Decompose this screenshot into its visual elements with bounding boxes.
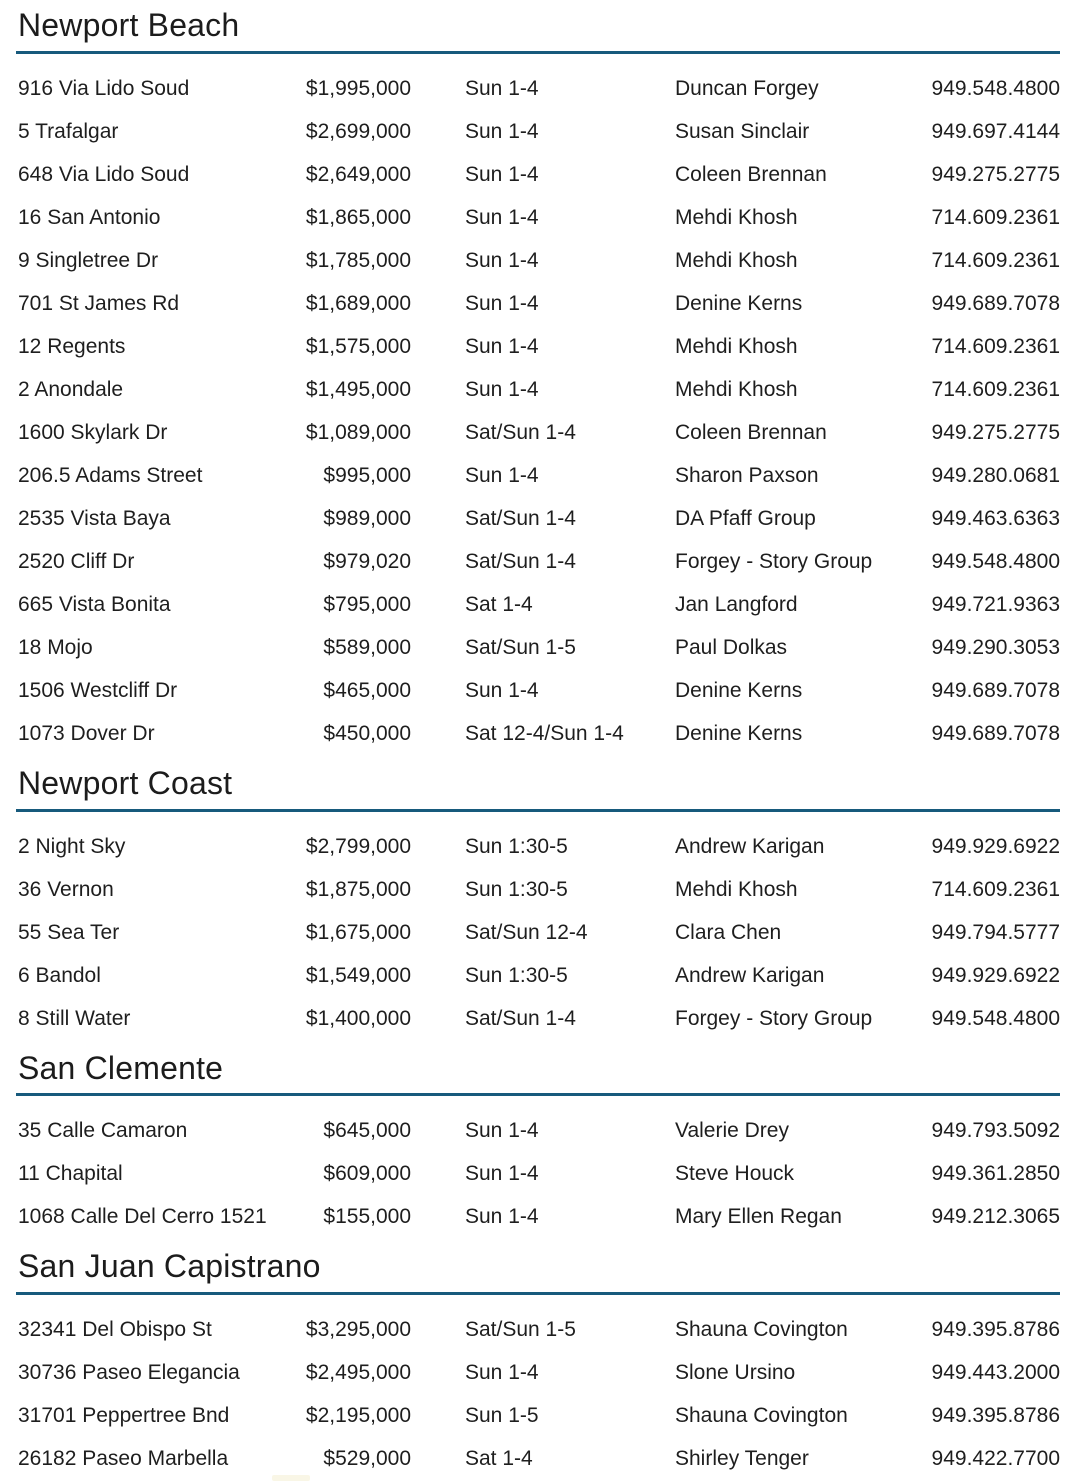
listing-phone: 949.212.3065: [931, 1205, 1060, 1229]
listing-phone: 949.689.7078: [931, 291, 1060, 315]
listing-price: $155,000: [323, 1205, 411, 1229]
listing-phone: 714.609.2361: [931, 248, 1060, 272]
listing-agent: Mary Ellen Regan: [675, 1205, 842, 1229]
listing-agent: Mehdi Khosh: [675, 334, 798, 358]
listing-agent: Mehdi Khosh: [675, 877, 798, 901]
listing-price: $1,575,000: [305, 334, 411, 358]
listing-address: 11 Chapital: [18, 1162, 123, 1186]
listing-phone: 949.463.6363: [931, 506, 1060, 530]
listing-time: Sun 1-4: [465, 119, 539, 143]
listing-time: Sat/Sun 12-4: [465, 920, 588, 944]
listing-address: 35 Calle Camaron: [18, 1119, 188, 1143]
listing-agent: DA Pfaff Group: [675, 506, 816, 530]
listing-address: 6 Bandol: [18, 963, 101, 987]
listing-phone: 949.794.5777: [931, 920, 1060, 944]
listing-agent: Denine Kerns: [675, 291, 803, 315]
listing-phone: 949.275.2775: [931, 162, 1060, 186]
listing-address: 916 Via Lido Soud: [18, 76, 190, 100]
listing-price: $2,699,000: [305, 119, 411, 143]
listing-row: [16, 1152, 1060, 1195]
listing-agent: Susan Sinclair: [675, 119, 810, 143]
listing-agent: Mehdi Khosh: [675, 377, 798, 401]
listing-row: [16, 110, 1060, 153]
listing-address: 206.5 Adams Street: [18, 463, 203, 487]
listing-price: $995,000: [323, 463, 411, 487]
listing-row: [16, 669, 1060, 712]
listing-row: [16, 239, 1060, 282]
listing-time: Sun 1:30-5: [465, 963, 568, 987]
listing-agent: Jan Langford: [675, 592, 798, 616]
listing-phone: 949.275.2775: [931, 420, 1060, 444]
listing-price: $465,000: [323, 678, 411, 702]
listing-address: 5 Trafalgar: [18, 119, 119, 143]
listing-time: Sun 1-5: [465, 1404, 539, 1428]
listing-time: Sun 1-4: [465, 334, 539, 358]
listing-address: 18 Mojo: [18, 635, 93, 659]
listing-agent: Clara Chen: [675, 920, 782, 944]
listing-address: 8 Still Water: [18, 1006, 131, 1030]
listing-address: 12 Regents: [18, 334, 126, 358]
listing-address: 2535 Vista Baya: [18, 506, 171, 530]
listing-agent: Paul Dolkas: [675, 635, 788, 659]
listing-time: Sat 1-4: [465, 592, 533, 616]
listing-price: $1,675,000: [305, 920, 411, 944]
listing-phone: 949.793.5092: [931, 1119, 1060, 1143]
listing-phone: 714.609.2361: [931, 377, 1060, 401]
city-heading: San Juan Capistrano: [16, 1247, 1060, 1295]
listing-price: $1,549,000: [305, 963, 411, 987]
listing-row: [16, 540, 1060, 583]
listing-agent: Steve Houck: [675, 1162, 795, 1186]
listing-row: [16, 282, 1060, 325]
listing-phone: 949.548.4800: [931, 76, 1060, 100]
listing-phone: 714.609.2361: [931, 205, 1060, 229]
listing-address: 648 Via Lido Soud: [18, 162, 190, 186]
listing-address: 665 Vista Bonita: [18, 592, 171, 616]
listing-agent: Denine Kerns: [675, 678, 803, 702]
listing-time: Sun 1-4: [465, 291, 539, 315]
listing-time: Sun 1:30-5: [465, 834, 568, 858]
listing-price: $1,400,000: [305, 1006, 411, 1030]
listing-time: Sun 1-4: [465, 377, 539, 401]
listing-time: Sun 1-4: [465, 248, 539, 272]
listing-row: [16, 67, 1060, 110]
listing-address: 1068 Calle Del Cerro 1521: [18, 1205, 267, 1229]
listing-phone: 714.609.2361: [931, 334, 1060, 358]
listing-phone: 949.697.4144: [931, 119, 1060, 143]
listing-time: Sat/Sun 1-4: [465, 549, 576, 573]
listing-address: 2 Anondale: [18, 377, 124, 401]
listing-time: Sun 1:30-5: [465, 877, 568, 901]
city-heading: Newport Coast: [16, 764, 1060, 812]
listing-time: Sat/Sun 1-4: [465, 420, 576, 444]
listing-address: 55 Sea Ter: [18, 920, 120, 944]
listing-price: $3,295,000: [305, 1318, 411, 1342]
city-section: [16, 1049, 1060, 1239]
listing-phone: 949.395.8786: [931, 1404, 1060, 1428]
listing-price: $589,000: [323, 635, 411, 659]
listing-phone: 949.361.2850: [931, 1162, 1060, 1186]
listing-phone: 949.929.6922: [931, 963, 1060, 987]
listing-agent: Denine Kerns: [675, 721, 803, 745]
listing-address: 36 Vernon: [18, 877, 114, 901]
listing-address: 2 Night Sky: [18, 834, 126, 858]
listing-price: $2,799,000: [305, 834, 411, 858]
listing-phone: 949.929.6922: [931, 834, 1060, 858]
listing-row: [16, 1308, 1060, 1351]
listing-time: Sun 1-4: [465, 162, 539, 186]
listing-agent: Mehdi Khosh: [675, 205, 798, 229]
listing-price: $529,000: [323, 1447, 411, 1471]
listing-phone: 949.422.7700: [931, 1447, 1060, 1471]
listing-address: 9 Singletree Dr: [18, 248, 159, 272]
listing-agent: Forgey - Story Group: [675, 1006, 873, 1030]
listing-row: [16, 954, 1060, 997]
listing-row: [16, 825, 1060, 868]
listing-time: Sat/Sun 1-4: [465, 506, 576, 530]
listing-phone: 949.689.7078: [931, 721, 1060, 745]
listing-address: 26182 Paseo Marbella: [18, 1447, 229, 1471]
listing-phone: 949.443.2000: [931, 1361, 1060, 1385]
listing-row: [16, 411, 1060, 454]
listing-time: Sat/Sun 1-5: [465, 635, 576, 659]
listing-row: [16, 325, 1060, 368]
listing-agent: Coleen Brennan: [675, 420, 827, 444]
listing-agent: Andrew Karigan: [675, 834, 825, 858]
listing-agent: Shauna Covington: [675, 1318, 848, 1342]
listing-phone: 949.548.4800: [931, 1006, 1060, 1030]
listing-price: $795,000: [323, 592, 411, 616]
listing-row: [16, 368, 1060, 411]
listing-address: 1600 Skylark Dr: [18, 420, 168, 444]
listing-time: Sun 1-4: [465, 1162, 539, 1186]
listing-phone: 949.395.8786: [931, 1318, 1060, 1342]
city-section: [16, 1247, 1060, 1480]
listing-address: 1506 Westcliff Dr: [18, 678, 178, 702]
city-heading: San Clemente: [16, 1049, 1060, 1097]
listing-address: 31701 Peppertree Bnd: [18, 1404, 230, 1428]
listing-price: $609,000: [323, 1162, 411, 1186]
listing-phone: 714.609.2361: [931, 877, 1060, 901]
listing-agent: Duncan Forgey: [675, 76, 819, 100]
listing-time: Sat/Sun 1-4: [465, 1006, 576, 1030]
listing-price: $2,649,000: [305, 162, 411, 186]
page-artifact-mark: [272, 1475, 310, 1481]
listing-time: Sun 1-4: [465, 1205, 539, 1229]
listing-row: [16, 868, 1060, 911]
sections-container: [16, 6, 1060, 1480]
listing-price: $1,089,000: [305, 420, 411, 444]
listing-rows: [16, 67, 1060, 755]
listing-time: Sun 1-4: [465, 678, 539, 702]
listing-agent: Coleen Brennan: [675, 162, 827, 186]
city-section: [16, 6, 1060, 755]
listing-price: $2,195,000: [305, 1404, 411, 1428]
listing-price: $1,995,000: [305, 76, 411, 100]
listing-price: $989,000: [323, 506, 411, 530]
listing-row: [16, 1437, 1060, 1480]
listing-time: Sat 1-4: [465, 1447, 533, 1471]
city-section: [16, 764, 1060, 1040]
listing-time: Sat 12-4/Sun 1-4: [465, 721, 624, 745]
listing-time: Sun 1-4: [465, 76, 539, 100]
listing-row: [16, 1351, 1060, 1394]
listing-price: $1,865,000: [305, 205, 411, 229]
listing-row: [16, 153, 1060, 196]
listing-price: $1,689,000: [305, 291, 411, 315]
listing-address: 1073 Dover Dr: [18, 721, 155, 745]
listing-phone: 949.548.4800: [931, 549, 1060, 573]
listing-price: $645,000: [323, 1119, 411, 1143]
listing-address: 701 St James Rd: [18, 291, 180, 315]
listing-price: $979,020: [323, 549, 411, 573]
listing-time: Sat/Sun 1-5: [465, 1318, 576, 1342]
listing-row: [16, 196, 1060, 239]
listing-price: $1,495,000: [305, 377, 411, 401]
listing-address: 16 San Antonio: [18, 205, 161, 229]
listing-agent: Slone Ursino: [675, 1361, 796, 1385]
listing-row: [16, 712, 1060, 755]
listing-row: [16, 1109, 1060, 1152]
listing-agent: Forgey - Story Group: [675, 549, 873, 573]
listing-address: 30736 Paseo Elegancia: [18, 1361, 240, 1385]
listing-phone: 949.721.9363: [931, 592, 1060, 616]
listing-time: Sun 1-4: [465, 1119, 539, 1143]
listing-phone: 949.280.0681: [931, 463, 1060, 487]
listing-agent: Sharon Paxson: [675, 463, 819, 487]
listing-agent: Valerie Drey: [675, 1119, 789, 1143]
listing-row: [16, 583, 1060, 626]
listing-row: [16, 454, 1060, 497]
listing-rows: [16, 1308, 1060, 1480]
listing-agent: Shirley Tenger: [675, 1447, 809, 1471]
listing-row: [16, 997, 1060, 1040]
listing-price: $450,000: [323, 721, 411, 745]
listing-rows: [16, 1109, 1060, 1238]
listing-time: Sun 1-4: [465, 1361, 539, 1385]
listing-phone: 949.290.3053: [931, 635, 1060, 659]
listing-row: [16, 1195, 1060, 1238]
listing-row: [16, 911, 1060, 954]
listing-price: $1,875,000: [305, 877, 411, 901]
city-heading: Newport Beach: [16, 6, 1060, 54]
listing-agent: Mehdi Khosh: [675, 248, 798, 272]
listing-agent: Andrew Karigan: [675, 963, 825, 987]
listing-price: $1,785,000: [305, 248, 411, 272]
listing-agent: Shauna Covington: [675, 1404, 848, 1428]
listing-phone: 949.689.7078: [931, 678, 1060, 702]
listing-price: $2,495,000: [305, 1361, 411, 1385]
listing-time: Sun 1-4: [465, 205, 539, 229]
listing-address: 32341 Del Obispo St: [18, 1318, 212, 1342]
listing-time: Sun 1-4: [465, 463, 539, 487]
listing-row: [16, 626, 1060, 669]
listing-address: 2520 Cliff Dr: [18, 549, 135, 573]
listing-rows: [16, 825, 1060, 1040]
listing-row: [16, 1394, 1060, 1437]
listing-row: [16, 497, 1060, 540]
